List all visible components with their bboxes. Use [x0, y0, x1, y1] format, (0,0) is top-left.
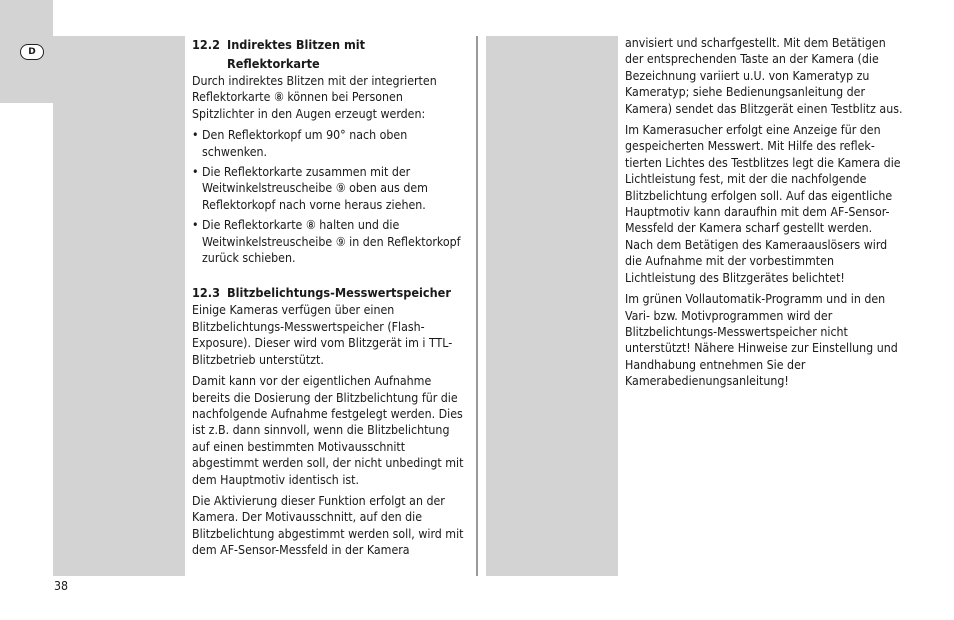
- section-number: 12.3: [192, 285, 220, 301]
- middle-margin-band: [486, 36, 618, 576]
- language-badge: D: [20, 44, 44, 60]
- section-title: Blitzbelichtungs-Messwertspeicher: [227, 285, 451, 301]
- left-text-column: [192, 35, 468, 564]
- page-number: 38: [54, 579, 69, 593]
- section-number: 12.2: [192, 37, 220, 52]
- list-item: • Den Reflektorkopf um 90° nach oben schwenken.: [192, 127, 468, 160]
- right-text-column: [625, 35, 903, 395]
- instruction-list: [192, 127, 468, 266]
- section-title-line1: Indirektes Blitzen mit: [227, 37, 366, 52]
- body-paragraph: Im Kamerasucher erfolgt eine Anzeige für den gespeicherten Messwert. Mit Hilfe des reflektierten Lichtes des Testblitzes legt die Kamera die Lichtleistung fest, mit der die nachfolgende Blitzbelichtung erfolgen soll. Auf das eigentliche Hauptmotiv kann daraufhin mit dem AF-Sensor-Messfeld der Kamera scharf gestellt werden. Nach dem Betätigen des Kameraauslösers wird die Aufnahme mit der vorbestimmten Lichtleistung des Blitzgerätes belichtet!: [625, 123, 901, 285]
- list-item: • Die Reflektorkarte zusammen mit der Weitwinkelstreuscheibe ⑨ oben aus dem Reflektorkopf nach vorne heraus ziehen.: [192, 164, 468, 213]
- body-paragraph: anvisiert und scharfgestellt. Mit dem Betätigen der entsprechenden Taste an der Kamera (die Bezeichnung variiert u.U. von Kameratyp zu Kameratyp; siehe Bedienungsanleitung der Kamera) sendet das Blitzgerät einen Testblitz aus.: [625, 36, 903, 116]
- left-margin-band: [53, 36, 185, 576]
- language-side-tab: [0, 0, 53, 103]
- body-paragraph: Einige Kameras verfügen über einen Blitzbelichtungs-Messwertspeicher (Flash-Exposure). Dieser wird vom Blitzgerät im i TTL-Blitzbetrieb unterstützt.: [192, 303, 453, 367]
- column-divider: [476, 36, 478, 576]
- body-paragraph: Die Aktivierung dieser Funktion erfolgt an der Kamera. Der Motivausschnitt, auf den die Blitzbelichtung abgestimmt werden soll, wird mit dem AF-Sensor-Messfeld in der Kamera: [192, 493, 464, 558]
- section-heading-12-3: [192, 283, 468, 302]
- section-heading-12-2: [192, 35, 468, 73]
- section-title-line2: Reflektorkarte: [227, 56, 320, 71]
- section-intro-paragraph: Durch indirektes Blitzen mit der integrierten Reflektorkarte ⑧ können bei Personen Spitzlichter in den Augen erzeugt werden:: [192, 74, 437, 121]
- body-paragraph: Im grünen Vollautomatik-Programm und in den Vari- bzw. Motivprogrammen wird der Blitzbelichtungs-Messwertspeicher nicht unterstützt! Nähere Hinweise zur Einstellung und Handhabung entnehmen Sie der Kamerabedienungsanleitung!: [625, 292, 898, 389]
- body-paragraph: Damit kann vor der eigentlichen Aufnahme bereits die Dosierung der Blitzbelichtung für die nachfolgende Aufnahme festgelegt werden. Dies ist z.B. dann sinnvoll, wenn die Blitzbelichtung auf einen bestimmten Motivausschnitt abgestimmt werden soll, der nicht unbedingt mit dem Hauptmotiv identisch ist.: [192, 374, 464, 487]
- list-item: • Die Reflektorkarte ⑧ halten und die Weitwinkelstreuscheibe ⑨ in den Reflektorkopf zurück schieben.: [192, 217, 468, 266]
